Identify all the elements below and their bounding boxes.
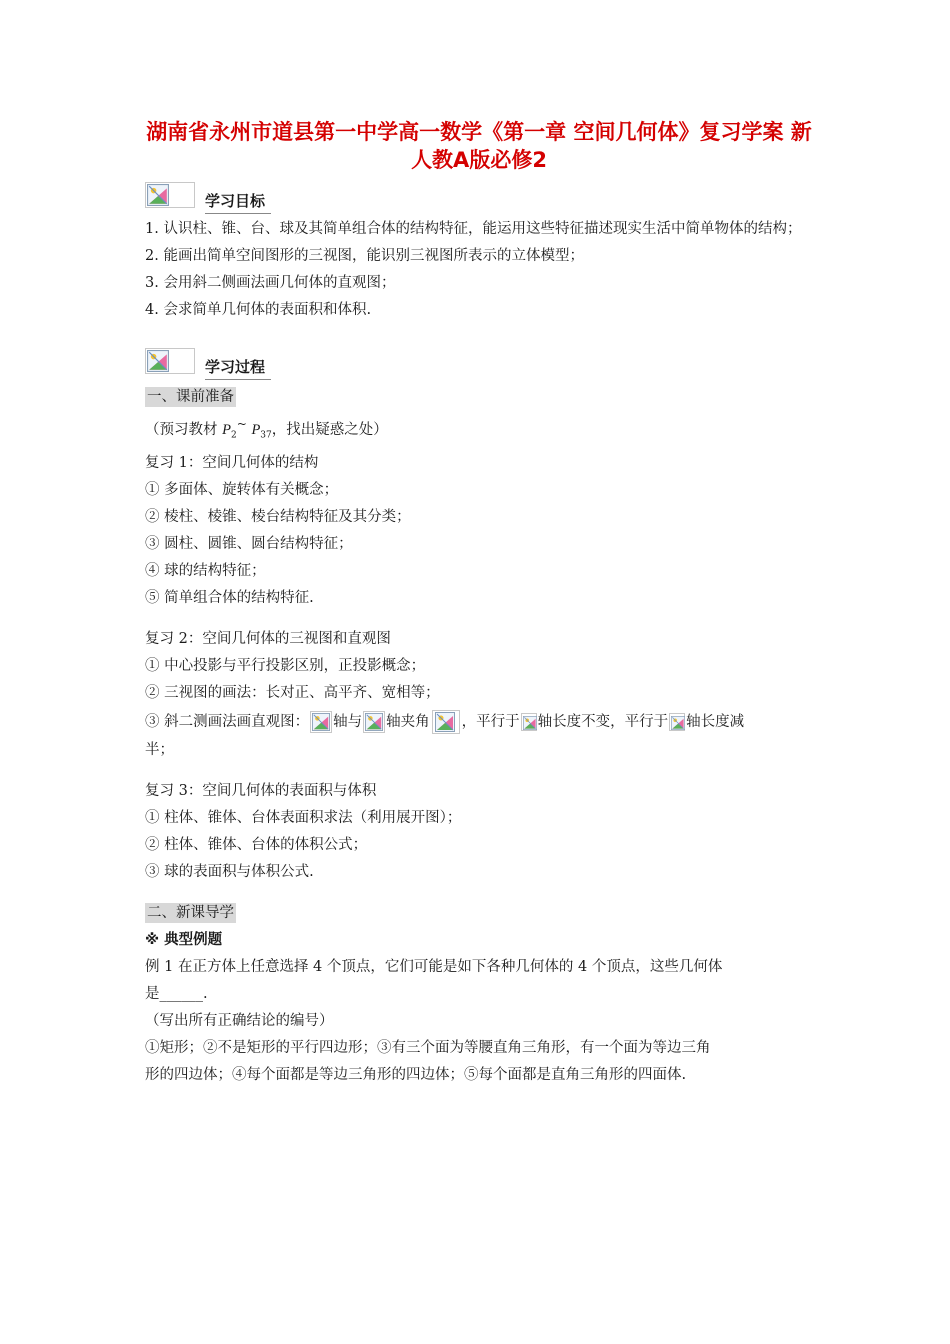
goals-heading-row	[145, 176, 810, 208]
review2-item: ② 三视图的画法：长对正、高平齐、宽相等；	[145, 684, 440, 701]
broken-image-icon	[310, 711, 332, 733]
goal-item-4: 4. 会求简单几何体的表面积和体积.	[145, 302, 372, 318]
review1-item: ② 棱柱、棱锥、棱台结构特征及其分类；	[145, 508, 411, 525]
broken-image-icon	[363, 711, 385, 733]
example1-line: 形的四边体；④每个面都是等边三角形的四边体；⑤每个面都是直角三角形的四面体.	[145, 1066, 687, 1083]
review2-item: ① 中心投影与平行投影区别，正投影概念；	[145, 657, 426, 674]
example1-line: 是______.	[145, 985, 208, 1002]
goal-item-3: 3. 会用斜二侧画法画几何体的直观图；	[145, 275, 396, 291]
review3-title: 复习 3：空间几何体的表面积与体积	[145, 782, 377, 799]
broken-image-icon	[521, 713, 537, 731]
review1-item: ⑤ 简单组合体的结构特征.	[145, 589, 314, 606]
document-page	[145, 118, 810, 1089]
broken-image-icon	[145, 182, 195, 208]
goal-item-2: 2. 能画出简单空间图形的三视图，能识别三视图所表示的立体模型；	[145, 248, 584, 264]
broken-image-icon	[432, 710, 460, 734]
broken-image-icon	[145, 348, 195, 374]
goals-heading: 学习目标	[205, 190, 271, 214]
example1-line: 例 1 在正方体上任意选择 4 个顶点，它们可能是如下各种几何体的 4 个顶点，这些几何体	[145, 958, 723, 975]
review1-item: ① 多面体、旋转体有关概念；	[145, 481, 339, 498]
process-heading: 学习过程	[205, 356, 271, 380]
review1-item: ③ 圆柱、圆锥、圆台结构特征；	[145, 535, 353, 552]
example1-line: （写出所有正确结论的编号）	[145, 1012, 334, 1029]
example1-line: ①矩形；②不是矩形的平行四边形；③有三个面为等腰直角三角形，有一个面为等边三角	[145, 1039, 711, 1056]
review2-item-3-cont: 半；	[145, 741, 174, 758]
process-heading-row	[145, 342, 810, 374]
review1-title: 复习 1：空间几何体的结构	[145, 454, 319, 471]
section-prep: 一、课前准备	[147, 389, 234, 405]
review3-item: ① 柱体、锥体、台体表面积求法（利用展开图）；	[145, 809, 462, 826]
section-new-lesson: 二、新课导学	[147, 904, 234, 921]
review2-item-3: ③ 斜二测画法画直观图： 轴与 轴夹角 ，平行于 轴长度不变，平行于 轴长度减	[145, 707, 810, 737]
goal-item-1: 1. 认识柱、锥、台、球及其简单组合体的结构特征，能运用这些特征描述现实生活中简单物体的结构；	[145, 221, 802, 237]
examples-heading: ※ 典型例题	[145, 931, 223, 948]
review3-item: ③ 球的表面积与体积公式.	[145, 863, 314, 880]
document-title: 湖南省永州市道县第一中学高一数学《第一章 空间几何体》复习学案 新人教A版必修2	[146, 120, 812, 172]
review3-item: ② 柱体、锥体、台体的体积公式；	[145, 836, 368, 853]
broken-image-icon	[669, 713, 685, 731]
preview-line: （预习教材 $P_2^\sim$ $P_{37}$，找出疑惑之处）	[145, 417, 388, 441]
review2-title: 复习 2：空间几何体的三视图和直观图	[145, 630, 391, 647]
review1-item: ④ 球的结构特征；	[145, 562, 266, 579]
